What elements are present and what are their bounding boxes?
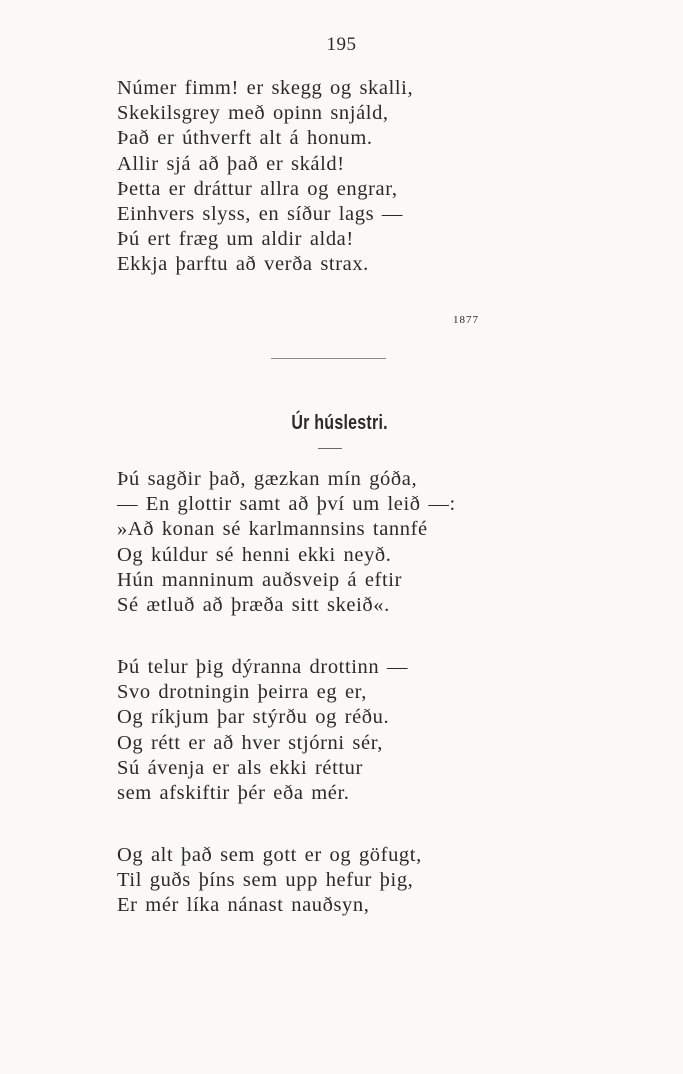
poem-line: — En glottir samt að því um leið —: xyxy=(117,493,456,516)
poem-line: Allir sjá að það er skáld! xyxy=(117,152,345,175)
poem-line: Skekilsgrey með opinn snjáld, xyxy=(117,102,389,125)
poem-year: 1877 xyxy=(453,314,479,326)
poem-1 xyxy=(117,76,537,278)
poem-line: Og kúldur sé henni ekki neyð. xyxy=(117,543,392,566)
stanza-1 xyxy=(117,467,537,618)
poem-line: Númer fimm! er skegg og skalli, xyxy=(117,77,414,99)
poem-line: Svo drotningin þeirra eg er, xyxy=(117,681,367,704)
poem-line: Ekkja þarftu að verða strax. xyxy=(117,253,369,276)
poem-line: Það er úthverft alt á honum. xyxy=(117,127,373,150)
poem-line: Sé ætluð að þræða sitt skeið«. xyxy=(117,593,390,616)
stanza-2 xyxy=(117,655,537,806)
stanza-3 xyxy=(117,843,537,919)
poem-line: Sú ávenja er als ekki réttur xyxy=(117,756,363,779)
poem-line: Og alt það sem gott er og göfugt, xyxy=(117,844,422,866)
poem-line: Þú telur þig dýranna drottinn — xyxy=(117,656,409,678)
poem-line: Þú ert fræg um aldir alda! xyxy=(117,228,354,251)
page-number: 195 xyxy=(326,34,357,55)
poem-line: sem afskiftir þér eða mér. xyxy=(117,781,350,804)
poem-line: Einhvers slyss, en síður lags — xyxy=(117,202,403,225)
poem-line: Þú sagðir það, gæzkan mín góða, xyxy=(117,468,418,490)
poem-title: Úr húslestri. xyxy=(291,412,388,434)
poem-line: Er mér líka nánast nauðsyn, xyxy=(117,894,370,917)
poem-line: Og ríkjum þar stýrðu og réðu. xyxy=(117,706,390,729)
title-dash xyxy=(318,448,342,449)
poem-line: »Að konan sé karlmannsins tannfé xyxy=(117,518,428,541)
poem-line: Þetta er dráttur allra og engrar, xyxy=(117,177,398,200)
section-divider xyxy=(271,358,386,359)
poem-line: Og rétt er að hver stjórni sér, xyxy=(117,731,384,754)
poem-line: Hún manninum auðsveip á eftir xyxy=(117,568,403,591)
poem-line: Til guðs þíns sem upp hefur þig, xyxy=(117,869,414,892)
